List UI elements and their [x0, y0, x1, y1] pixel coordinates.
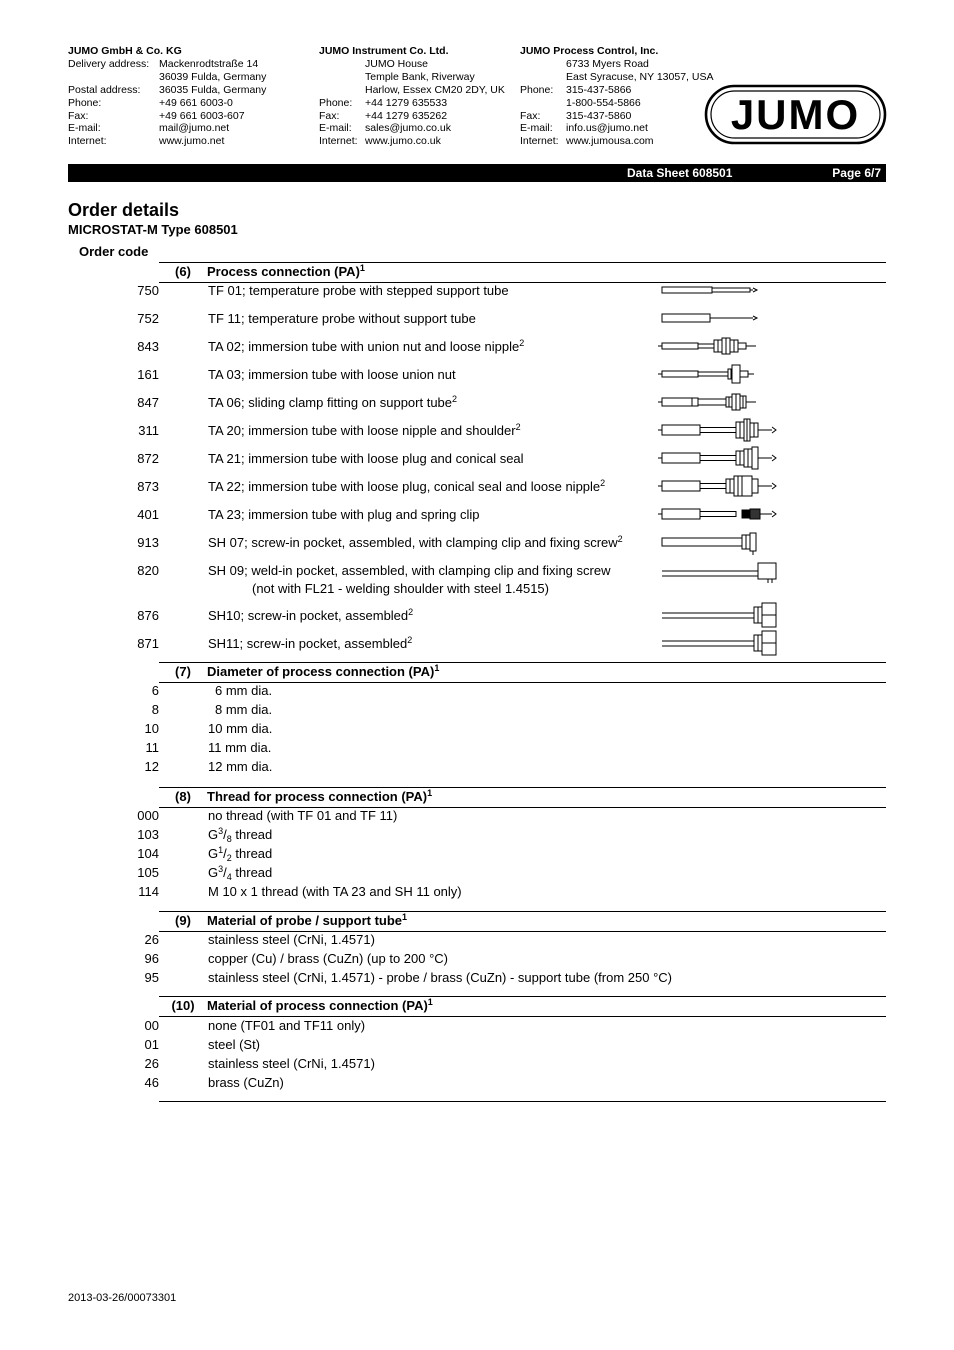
contact-label [520, 71, 566, 84]
contact-label: E-mail: [68, 122, 101, 135]
contact-label: Delivery address: [68, 57, 150, 70]
contact-line [68, 110, 266, 123]
row-description: TA 06; sliding clamp fitting on support tube$^2$ [208, 394, 458, 410]
order-code: 8 [151, 702, 159, 717]
contact-label: Internet: [68, 135, 107, 148]
section-number: (9) [175, 913, 191, 928]
row-description: 8 mm dia. [215, 702, 273, 717]
order-code: 871 [137, 636, 159, 651]
contact-line [68, 58, 266, 71]
footnote-marker: 2 [408, 607, 414, 617]
contact-label: Phone: [520, 83, 554, 96]
table-end-rule [159, 1101, 886, 1102]
row-description: TA 03; immersion tube with loose union nut [208, 367, 456, 382]
page-subtitle: MICROSTAT-M Type 608501 [68, 222, 238, 237]
contact-line [520, 135, 713, 148]
contact-value: 315-437-5860 [566, 109, 632, 122]
contact-line [520, 58, 713, 71]
contact-value: 1-800-554-5866 [566, 96, 641, 109]
order-code: 114 [138, 884, 159, 899]
table-row [0, 423, 954, 442]
table-row [0, 865, 954, 884]
contact-label: Fax: [520, 109, 541, 122]
contact-value[interactable]: www.jumo.net [159, 135, 225, 148]
contact-line [520, 71, 713, 84]
order-code: 750 [137, 283, 159, 298]
contact-label: Postal address: [68, 83, 141, 96]
order-code: 847 [137, 395, 159, 410]
table-row [0, 702, 954, 721]
company-name: JUMO GmbH & Co. KG [68, 45, 182, 57]
contact-line [319, 135, 505, 148]
table-row [0, 970, 954, 989]
sliding-clamp-fitting-icon [658, 389, 782, 415]
row-description: TA 22; immersion tube with loose plug, conical seal and loose nipple$^2$ [208, 478, 606, 494]
order-code: 12 [144, 759, 159, 774]
section-header [159, 911, 886, 932]
row-description-note: (not with FL21 - welding shoulder with steel 1.4515) [252, 581, 549, 596]
contact-line [520, 110, 713, 123]
order-code: 95 [144, 970, 159, 985]
header-column-jumo-germany [68, 45, 266, 148]
section-title: Process connection (PA)$^1$ [207, 263, 365, 279]
table-row [0, 608, 954, 627]
footnote-marker: 1 [427, 997, 433, 1007]
order-code: 01 [144, 1037, 159, 1052]
contact-value[interactable]: sales@jumo.co.uk [365, 122, 451, 135]
contact-value[interactable]: mail@jumo.net [159, 122, 230, 135]
order-code: 843 [137, 339, 159, 354]
contact-label: Phone: [68, 96, 102, 109]
contact-label: Internet: [319, 135, 358, 148]
table-row [0, 683, 954, 702]
order-code: 105 [137, 865, 159, 880]
contact-label [319, 71, 365, 84]
order-code: 104 [137, 846, 159, 861]
row-description: copper (Cu) / brass (CuZn) (up to 200 °C) [208, 951, 449, 966]
contact-label: E-mail: [319, 122, 352, 135]
order-code-label: Order code [79, 244, 149, 259]
table-row [0, 808, 954, 827]
contact-line [319, 71, 505, 84]
probe-stepped-tube-icon [658, 277, 782, 303]
contact-label: Fax: [68, 109, 89, 122]
table-row [0, 479, 954, 498]
order-code: 26 [144, 932, 159, 947]
row-description: TA 20; immersion tube with loose nipple and shoulder$^2$ [208, 422, 521, 438]
contact-line [319, 58, 505, 71]
table-row [0, 740, 954, 759]
row-description: M 10 x 1 thread (with TA 23 and SH 11 only) [208, 884, 462, 899]
row-description: no thread (with TF 01 and TF 11) [208, 808, 398, 823]
order-code: 11 [145, 740, 159, 755]
table-row [0, 451, 954, 470]
order-code: 913 [137, 535, 159, 550]
immersion-plug-conical-seal-icon [658, 445, 782, 471]
footnote-marker: 1 [402, 912, 408, 922]
page-title: Order details [68, 200, 180, 220]
row-description: stainless steel (CrNi, 1.4571) [208, 1056, 375, 1071]
contact-label [520, 58, 566, 71]
order-code: 96 [144, 951, 159, 966]
row-description: TA 02; immersion tube with union nut and loose nipple$^2$ [208, 338, 525, 354]
company-name: JUMO Process Control, Inc. [520, 45, 659, 57]
order-code: 10 [144, 721, 159, 736]
contact-label: Internet: [520, 135, 559, 148]
table-row [0, 721, 954, 740]
order-code: 872 [137, 451, 159, 466]
order-code: 752 [137, 311, 159, 326]
immersion-nipple-shoulder-icon [658, 417, 782, 443]
row-description: TF 11; temperature probe without support tube [208, 311, 476, 326]
contact-line [319, 84, 505, 97]
row-description: SH11; screw-in pocket, assembled$^2$ [208, 635, 413, 651]
row-description: none (TF01 and TF11 only) [208, 1018, 366, 1033]
contact-line [319, 97, 505, 110]
contact-label [68, 71, 159, 84]
row-description: SH 07; screw-in pocket, assembled, with clamping clip and fixing screw$^2$ [208, 534, 623, 550]
row-description: SH 09; weld-in pocket, assembled, with clamping clip and fixing screw [208, 563, 611, 578]
order-code: 103 [137, 827, 159, 842]
contact-line [68, 97, 266, 110]
contact-line [68, 71, 266, 84]
screw-in-pocket-sh11-icon [658, 630, 782, 656]
contact-value[interactable]: www.jumousa.com [566, 135, 654, 148]
contact-label [319, 84, 365, 97]
row-description: TA 23; immersion tube with plug and spring clip [208, 507, 480, 522]
row-description: 11 mm dia. [208, 740, 272, 755]
row-description: stainless steel (CrNi, 1.4571) [208, 932, 375, 947]
contact-line [520, 97, 713, 110]
order-code: 873 [137, 479, 159, 494]
contact-line [68, 122, 266, 135]
footnote-marker: 2 [600, 478, 606, 488]
section-header [159, 662, 886, 683]
row-description: TF 01; temperature probe with stepped support tube [208, 283, 509, 298]
row-description: $G^3/_8$ thread [208, 826, 273, 844]
table-row [0, 283, 954, 302]
logo-text: JUMO [730, 91, 861, 138]
contact-line [520, 84, 713, 97]
screw-in-pocket-sh10-icon [658, 602, 782, 628]
contact-value: 6733 Myers Road [566, 57, 649, 70]
contact-value: JUMO House [365, 57, 429, 70]
row-description: 6 mm dia. [215, 683, 273, 698]
contact-line [68, 135, 266, 148]
table-row [0, 311, 954, 330]
footnote-marker: 1 [427, 788, 433, 798]
footnote-marker: 2 [519, 338, 525, 348]
table-row [0, 759, 954, 778]
company-name: JUMO Instrument Co. Ltd. [319, 45, 449, 57]
immersion-plug-seal-nipple-icon [658, 473, 782, 499]
section-title: Material of process connection (PA)$^1$ [207, 997, 433, 1013]
datasheet-number: Data Sheet 608501 [627, 166, 733, 180]
row-description: stainless steel (CrNi, 1.4571) - probe / brass (CuZn) - support tube (from 250 °C) [208, 970, 672, 985]
row-description: TA 21; immersion tube with loose plug and conical seal [208, 451, 524, 466]
contact-value: 36039 Fulda, Germany [159, 70, 267, 83]
order-code: 161 [137, 367, 159, 382]
table-row [0, 1018, 954, 1037]
footnote-marker: 2 [452, 394, 458, 404]
table-row [0, 1075, 954, 1094]
table-row [0, 1056, 954, 1075]
section-number: (8) [175, 789, 191, 804]
section-number: (10) [171, 998, 195, 1013]
table-row [0, 507, 954, 526]
contact-label [520, 97, 566, 110]
footnote-marker: 1 [359, 263, 365, 273]
contact-value: Temple Bank, Riverway [365, 70, 475, 83]
immersion-union-nut-nipple-icon [658, 333, 782, 359]
contact-value: 315-437-5866 [566, 83, 632, 96]
contact-value: +49 661 6003-0 [159, 96, 233, 109]
row-description: $G^3/_4$ thread [208, 864, 273, 882]
contact-line [520, 122, 713, 135]
section-title: Material of probe / support tube$^1$ [207, 912, 408, 928]
weld-in-pocket-icon [658, 557, 782, 583]
row-description: 12 mm dia. [208, 759, 273, 774]
contact-value[interactable]: info.us@jumo.net [566, 122, 648, 135]
contact-value: East Syracuse, NY 13057, USA [566, 70, 714, 83]
contact-label: Fax: [319, 109, 340, 122]
footnote-marker: 1 [434, 663, 440, 673]
contact-line [319, 122, 505, 135]
footnote-marker: 2 [515, 422, 521, 432]
contact-value[interactable]: www.jumo.co.uk [365, 135, 441, 148]
contact-line [319, 110, 505, 123]
order-code: 401 [137, 507, 159, 522]
immersion-plug-spring-clip-icon [658, 501, 782, 527]
contact-label [319, 58, 365, 71]
document-id-footer: 2013-03-26/00073301 [68, 1292, 177, 1304]
table-row [0, 846, 954, 865]
section-header [159, 996, 886, 1017]
order-code: 46 [144, 1075, 159, 1090]
section-number: (6) [175, 264, 191, 279]
order-code: 000 [137, 808, 159, 823]
order-code: 820 [137, 563, 159, 578]
table-row [0, 339, 954, 358]
row-description: $G^1/_2$ thread [208, 845, 273, 863]
probe-no-tube-icon [658, 305, 782, 331]
row-description: 10 mm dia. [208, 721, 273, 736]
table-row [0, 563, 954, 596]
contact-value: 36035 Fulda, Germany [159, 83, 267, 96]
table-row [0, 636, 954, 655]
footnote-marker: 2 [407, 635, 413, 645]
section-number: (7) [175, 664, 191, 679]
contact-value: +49 661 6003-607 [159, 109, 245, 122]
page-number: Page 6/7 [832, 166, 881, 180]
table-row [0, 932, 954, 951]
row-description: steel (St) [208, 1037, 261, 1052]
order-code: 311 [138, 423, 159, 438]
section-title: Thread for process connection (PA)$^1$ [207, 788, 433, 804]
row-description: SH10; screw-in pocket, assembled$^2$ [208, 607, 414, 623]
table-row [0, 827, 954, 846]
datasheet-bar [68, 164, 886, 182]
header-column-jumo-usa [520, 45, 713, 148]
contact-label: E-mail: [520, 122, 553, 135]
immersion-union-nut-icon [658, 361, 782, 387]
jumo-logo [704, 84, 887, 145]
order-code: 26 [144, 1056, 159, 1071]
table-row [0, 951, 954, 970]
contact-label: Phone: [319, 96, 353, 109]
footnote-marker: 2 [617, 534, 623, 544]
contact-line [68, 84, 266, 97]
order-code: 6 [151, 683, 159, 698]
order-code: 876 [137, 608, 159, 623]
table-row [0, 395, 954, 414]
contact-value: Mackenrodtstraße 14 [159, 57, 259, 70]
section-title: Diameter of process connection (PA)$^1$ [207, 663, 440, 679]
table-row [0, 884, 954, 903]
row-description: brass (CuZn) [208, 1075, 284, 1090]
contact-value: +44 1279 635533 [365, 96, 448, 109]
contact-value: Harlow, Essex CM20 2DY, UK [365, 83, 505, 96]
contact-value: +44 1279 635262 [365, 109, 448, 122]
section-header [159, 787, 886, 808]
header-column-jumo-uk [319, 45, 505, 148]
table-row [0, 1037, 954, 1056]
order-code: 00 [144, 1018, 159, 1033]
table-row [0, 535, 954, 554]
table-row [0, 367, 954, 386]
screw-in-pocket-clip-icon [658, 529, 782, 555]
